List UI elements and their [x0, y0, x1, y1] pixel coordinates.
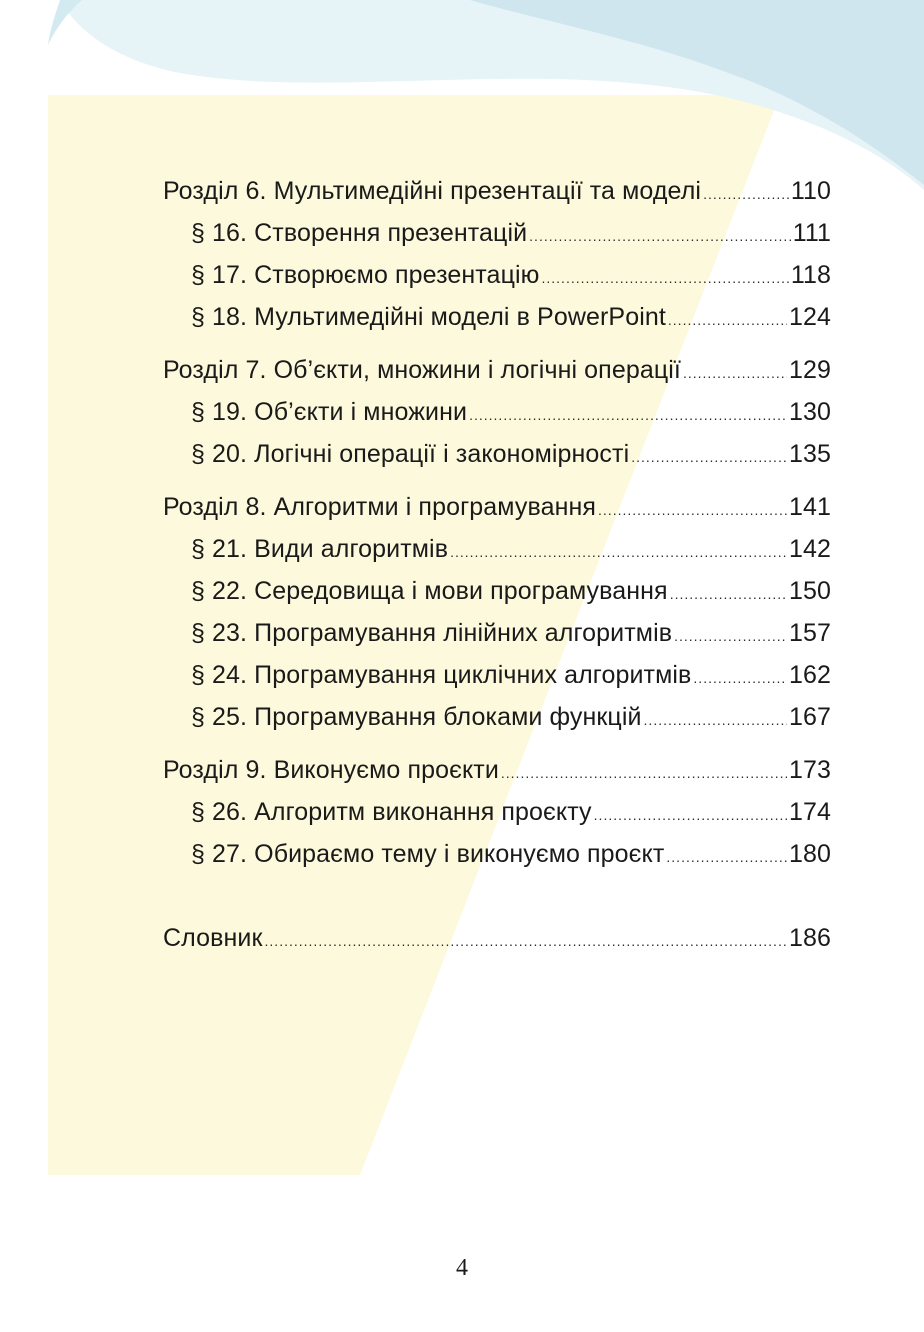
toc-dot-leader — [542, 257, 789, 299]
toc-page-number: 157 — [788, 619, 831, 647]
toc-dot-leader — [594, 794, 787, 836]
toc-entry-title: Розділ 6. Мультимедійні презентації та моделі — [163, 177, 702, 205]
toc-page-number: 174 — [788, 798, 831, 826]
toc-page-number: 141 — [788, 493, 831, 521]
toc-entry-title: Розділ 8. Алгоритми і програмування — [163, 493, 597, 521]
toc-entry-title: § 17. Створюємо презентацію — [191, 261, 540, 289]
toc-entry-title: § 25. Програмування блоками функцій — [191, 703, 642, 731]
toc-dot-leader — [670, 573, 787, 615]
toc-entry-title: § 16. Створення презентацій — [191, 219, 528, 247]
toc-paragraph-21[interactable] — [163, 528, 831, 570]
toc-entry-title: § 20. Логічні операції і закономірності — [191, 440, 630, 468]
toc-page-number: 124 — [788, 303, 831, 331]
toc-paragraph-23[interactable] — [163, 612, 831, 654]
toc-dot-leader — [529, 215, 791, 257]
toc-entry-title: § 24. Програмування циклічних алгоритмів — [191, 661, 692, 689]
toc-entry-title: § 18. Мультимедійні моделі в PowerPoint — [191, 303, 666, 331]
toc-entry-title: § 26. Алгоритм виконання проєкту — [191, 798, 592, 826]
toc-page-number: 167 — [788, 703, 831, 731]
table-of-contents — [163, 170, 831, 959]
toc-entry-title: Розділ 7. Об’єкти, множини і логічні операції — [163, 356, 681, 384]
toc-paragraph-25[interactable] — [163, 696, 831, 738]
toc-page-number: 111 — [792, 219, 831, 247]
toc-page-number: 142 — [788, 535, 831, 563]
toc-page-number: 186 — [788, 924, 831, 952]
toc-dot-leader — [666, 836, 787, 878]
toc-paragraph-27[interactable] — [163, 833, 831, 875]
toc-entry-title: § 23. Програмування лінійних алгоритмів — [191, 619, 673, 647]
toc-dot-leader — [265, 920, 787, 962]
toc-dot-leader — [693, 657, 787, 699]
toc-paragraph-19[interactable] — [163, 391, 831, 433]
toc-dot-leader — [450, 531, 787, 573]
toc-page-number: 110 — [790, 177, 831, 205]
toc-section-7[interactable] — [163, 349, 831, 391]
toc-paragraph-24[interactable] — [163, 654, 831, 696]
toc-paragraph-17[interactable] — [163, 254, 831, 296]
toc-dot-leader — [598, 489, 787, 531]
toc-paragraph-18[interactable] — [163, 296, 831, 338]
toc-paragraph-26[interactable] — [163, 791, 831, 833]
toc-page-number: 129 — [788, 356, 831, 384]
toc-paragraph-20[interactable] — [163, 433, 831, 475]
toc-dot-leader — [644, 699, 787, 741]
toc-page-number: 150 — [788, 577, 831, 605]
toc-entry-title: § 27. Обираємо тему і виконуємо проєкт — [191, 840, 665, 868]
toc-entry-title: Розділ 9. Виконуємо проєкти — [163, 756, 499, 784]
toc-section-6[interactable] — [163, 170, 831, 212]
toc-dot-leader — [501, 752, 787, 794]
toc-dot-leader — [674, 615, 787, 657]
toc-entry-title: § 21. Види алгоритмів — [191, 535, 449, 563]
page-footer-number: 4 — [456, 1255, 468, 1281]
toc-dot-leader — [703, 173, 789, 215]
toc-entry-title: § 19. Об’єкти і множини — [191, 398, 468, 426]
toc-page-number: 162 — [788, 661, 831, 689]
toc-page-number: 130 — [788, 398, 831, 426]
toc-dot-leader — [469, 394, 787, 436]
toc-section-8[interactable] — [163, 486, 831, 528]
toc-dot-leader — [683, 352, 787, 394]
toc-page-number: 118 — [790, 261, 831, 289]
toc-glossary[interactable] — [163, 917, 831, 959]
toc-page-number: 173 — [788, 756, 831, 784]
toc-dot-leader — [631, 436, 787, 478]
toc-paragraph-22[interactable] — [163, 570, 831, 612]
toc-dot-leader — [668, 299, 787, 341]
toc-entry-title: Словник — [163, 924, 263, 952]
toc-paragraph-16[interactable] — [163, 212, 831, 254]
toc-page-number: 180 — [788, 840, 831, 868]
toc-page-number: 135 — [788, 440, 831, 468]
toc-section-9[interactable] — [163, 749, 831, 791]
toc-entry-title: § 22. Середовища і мови програмування — [191, 577, 668, 605]
